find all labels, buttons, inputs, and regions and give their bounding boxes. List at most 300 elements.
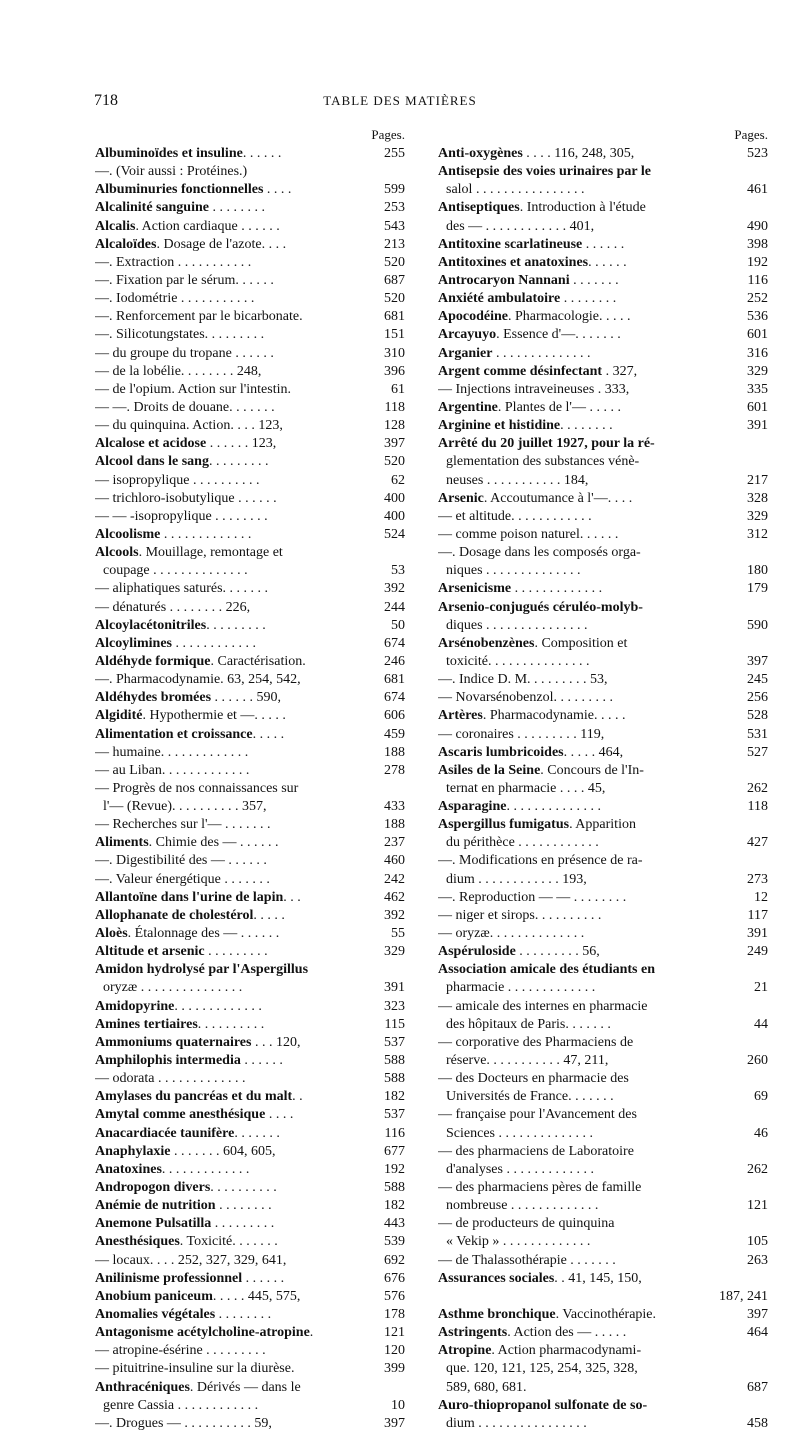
index-entry bbox=[438, 526, 768, 544]
entry-text: Anthracéniques. Dérivés — dans le bbox=[95, 1379, 301, 1395]
entry-text: —. Iodométrie . . . . . . . . . . . bbox=[95, 291, 255, 307]
entry-page: 531 bbox=[747, 726, 768, 742]
index-entry bbox=[95, 381, 405, 399]
index-entry bbox=[95, 1106, 405, 1124]
index-entry bbox=[95, 1270, 405, 1288]
pages-label: Pages. bbox=[734, 127, 768, 142]
entry-text: — des Docteurs en pharmacie des bbox=[438, 1071, 629, 1087]
entry-text: Anémie de nutrition . . . . . . . . bbox=[95, 1198, 272, 1214]
entry-text: — odorata . . . . . . . . . . . . . bbox=[95, 1071, 246, 1087]
entry-page: 676 bbox=[384, 1270, 405, 1286]
entry-page: 278 bbox=[384, 762, 405, 778]
entry-page: 681 bbox=[384, 309, 405, 325]
index-entry bbox=[438, 326, 768, 344]
entry-page: 116 bbox=[384, 1125, 405, 1141]
entry-text: Assurances sociales. . 41, 145, 150, bbox=[438, 1270, 642, 1286]
entry-text: Amphilophis intermedia . . . . . . bbox=[95, 1053, 283, 1069]
entry-page: 459 bbox=[384, 726, 405, 742]
entry-page: 392 bbox=[384, 581, 405, 597]
entry-text: — des pharmaciens de Laboratoire bbox=[438, 1143, 634, 1159]
entry-page: 12 bbox=[754, 889, 768, 905]
entry-page: 687 bbox=[384, 272, 405, 288]
index-entry bbox=[95, 707, 405, 725]
index-entry bbox=[95, 1306, 405, 1324]
entry-text: — du quinquina. Action. . . . 123, bbox=[95, 418, 283, 434]
entry-page: 391 bbox=[384, 980, 405, 996]
entry-text: — de Thalassothérapie . . . . . . . bbox=[438, 1252, 616, 1268]
index-entry bbox=[438, 218, 768, 236]
index-entry bbox=[438, 1342, 768, 1360]
index-entry bbox=[438, 453, 768, 471]
entry-text: Ammoniums quaternaires . . . 120, bbox=[95, 1034, 301, 1050]
entry-page: 237 bbox=[384, 835, 405, 851]
entry-text: — et altitude. . . . . . . . . . . . bbox=[438, 508, 592, 524]
entry-text: — corporative des Pharmaciens de bbox=[438, 1034, 634, 1050]
entry-page: 329 bbox=[747, 508, 768, 524]
entry-text: Antrocaryon Nannani . . . . . . . bbox=[438, 272, 619, 288]
entry-text: Sciences . . . . . . . . . . . . . . bbox=[446, 1125, 593, 1141]
entry-text: — Recherches sur l'— . . . . . . . bbox=[95, 817, 271, 833]
entry-page: 523 bbox=[747, 146, 768, 161]
entry-text: Antiseptiques. Introduction à l'étude bbox=[438, 200, 646, 216]
entry-page: 443 bbox=[384, 1216, 405, 1232]
entry-text: — coronaires . . . . . . . . . 119, bbox=[438, 726, 605, 742]
index-entry bbox=[95, 363, 405, 381]
entry-text: des hôpitaux de Paris. . . . . . . bbox=[446, 1016, 611, 1032]
entry-page: 192 bbox=[747, 254, 768, 270]
entry-text: d'analyses . . . . . . . . . . . . . bbox=[446, 1161, 594, 1177]
index-entry bbox=[95, 780, 405, 798]
page-number: 718 bbox=[94, 92, 118, 109]
index-entry bbox=[95, 272, 405, 290]
entry-text: — Progrès de nos connaissances sur bbox=[95, 780, 299, 796]
index-entry bbox=[438, 998, 768, 1016]
entry-page: 182 bbox=[384, 1198, 405, 1214]
entry-text: —. Indice D. M. . . . . . . . . 53, bbox=[438, 672, 608, 688]
entry-text: Antisepsie des voies urinaires par le bbox=[438, 164, 651, 180]
index-entry bbox=[95, 236, 405, 254]
entry-text: oryzæ . . . . . . . . . . . . . . . bbox=[103, 980, 243, 996]
entry-page: 260 bbox=[747, 1053, 768, 1069]
entry-page: 256 bbox=[747, 690, 768, 706]
entry-text: —. Renforcement par le bicarbonate. bbox=[95, 309, 303, 325]
index-entry bbox=[438, 943, 768, 961]
entry-page: 427 bbox=[747, 835, 768, 851]
index-entry bbox=[438, 961, 768, 979]
entry-text: — amicale des internes en pharmacie bbox=[438, 998, 648, 1014]
entry-page: 397 bbox=[384, 436, 405, 452]
entry-page: 118 bbox=[384, 399, 405, 415]
index-entry bbox=[95, 1088, 405, 1106]
entry-text: Anomalies végétales . . . . . . . . bbox=[95, 1307, 272, 1322]
index-entry bbox=[95, 290, 405, 308]
entry-text: —. Extraction . . . . . . . . . . . bbox=[95, 254, 252, 270]
entry-text: —. Modifications en présence de ra- bbox=[438, 853, 643, 869]
entry-text: — trichloro-isobutylique . . . . . . bbox=[95, 490, 277, 506]
entry-text: Allophanate de cholestérol. . . . . bbox=[95, 907, 285, 923]
index-entry bbox=[95, 580, 405, 598]
index-entry bbox=[438, 272, 768, 290]
index-entry bbox=[95, 1379, 405, 1397]
entry-text: — française pour l'Avancement des bbox=[438, 1107, 637, 1123]
entry-text: Arginine et histidine. . . . . . . . bbox=[438, 418, 613, 434]
entry-page: 44 bbox=[754, 1016, 768, 1032]
index-entry bbox=[95, 671, 405, 689]
index-entry bbox=[95, 1197, 405, 1215]
entry-page: 677 bbox=[384, 1143, 405, 1159]
index-entry bbox=[95, 1143, 405, 1161]
entry-text: dium . . . . . . . . . . . . 193, bbox=[446, 871, 587, 887]
index-entry bbox=[438, 544, 768, 562]
index-entry bbox=[438, 653, 768, 671]
index-entry bbox=[438, 1379, 768, 1397]
entry-text: —. Drogues — . . . . . . . . . . 59, bbox=[95, 1415, 272, 1431]
index-entry bbox=[438, 163, 768, 181]
index-entry bbox=[438, 1034, 768, 1052]
entry-page: 128 bbox=[384, 418, 405, 434]
entry-page: 323 bbox=[384, 998, 405, 1014]
entry-page: 400 bbox=[384, 508, 405, 524]
index-entry bbox=[438, 617, 768, 635]
index-entry bbox=[95, 1360, 405, 1378]
index-entry bbox=[95, 453, 405, 471]
index-entry bbox=[438, 490, 768, 508]
entry-page: 397 bbox=[747, 1307, 768, 1322]
entry-text: Alcoylimines . . . . . . . . . . . . bbox=[95, 635, 256, 651]
index-entry bbox=[438, 780, 768, 798]
entry-page: 53 bbox=[391, 563, 405, 579]
entry-text: — niger et sirops. . . . . . . . . . bbox=[438, 907, 602, 923]
entry-text: Arsenic. Accoutumance à l'—. . . . bbox=[438, 490, 633, 506]
entry-page: 590 bbox=[747, 617, 768, 633]
index-entry bbox=[438, 834, 768, 852]
index-entry bbox=[95, 744, 405, 762]
index-entry bbox=[438, 1306, 768, 1324]
entry-text: niques . . . . . . . . . . . . . . bbox=[446, 563, 581, 579]
index-entry bbox=[438, 979, 768, 997]
index-entry bbox=[95, 1179, 405, 1197]
entry-text: Asiles de la Seine. Concours de l'In- bbox=[438, 762, 644, 778]
index-entry bbox=[95, 435, 405, 453]
index-entry bbox=[95, 816, 405, 834]
entry-text: —. Digestibilité des — . . . . . . bbox=[95, 853, 267, 869]
index-entry bbox=[438, 1161, 768, 1179]
entry-text: Aspergillus fumigatus. Apparition bbox=[438, 817, 636, 833]
entry-text: Albuminuries fonctionnelles . . . . bbox=[95, 182, 292, 198]
index-entry bbox=[95, 218, 405, 236]
entry-text: Auro-thiopropanol sulfonate de so- bbox=[438, 1397, 648, 1413]
index-entry bbox=[95, 1342, 405, 1360]
entry-text: — locaux. . . . 252, 327, 329, 641, bbox=[95, 1252, 287, 1268]
entry-text: des — . . . . . . . . . . . . 401, bbox=[446, 218, 595, 234]
entry-page: 310 bbox=[384, 345, 405, 361]
index-entry bbox=[95, 726, 405, 744]
entry-page: 391 bbox=[747, 418, 768, 434]
index-entry bbox=[438, 1288, 768, 1306]
entry-text: Alcalinité sanguine . . . . . . . . bbox=[95, 200, 265, 216]
entry-page: 601 bbox=[747, 327, 768, 343]
entry-page: 151 bbox=[384, 327, 405, 343]
index-entry bbox=[438, 689, 768, 707]
entry-page: 245 bbox=[747, 672, 768, 688]
entry-page: 391 bbox=[747, 926, 768, 942]
entry-text: Anxiété ambulatoire . . . . . . . . bbox=[438, 291, 617, 307]
left-column bbox=[95, 125, 405, 1433]
entry-text: Association amicale des étudiants en bbox=[438, 962, 655, 978]
entry-page: 187, 241 bbox=[719, 1288, 768, 1304]
entry-page: 588 bbox=[384, 1071, 405, 1087]
entry-text: Antagonisme acétylcholine-atropine. bbox=[95, 1325, 314, 1341]
entry-page: 458 bbox=[747, 1415, 768, 1431]
index-entry bbox=[95, 1161, 405, 1179]
entry-page: 397 bbox=[384, 1415, 405, 1431]
entry-text: 589, 680, 681. bbox=[446, 1379, 527, 1395]
entry-text: Arrêté du 20 juillet 1927, pour la ré- bbox=[438, 436, 655, 452]
index-entry bbox=[438, 1179, 768, 1197]
index-entry bbox=[438, 1360, 768, 1378]
entry-page: 253 bbox=[384, 200, 405, 216]
index-entry bbox=[95, 653, 405, 671]
entry-text: Anilinisme professionnel . . . . . . bbox=[95, 1270, 285, 1286]
entry-text: —. Fixation par le sérum. . . . . . bbox=[95, 272, 274, 288]
index-entry bbox=[438, 1125, 768, 1143]
index-entry bbox=[95, 1233, 405, 1251]
entry-text: réserve. . . . . . . . . . . 47, 211, bbox=[446, 1053, 609, 1069]
index-entry bbox=[438, 1233, 768, 1251]
entry-page: 396 bbox=[384, 363, 405, 379]
entry-page: 262 bbox=[747, 780, 768, 796]
index-entry bbox=[438, 1052, 768, 1070]
index-entry bbox=[95, 399, 405, 417]
entry-text: Ascaris lumbricoides. . . . . 464, bbox=[438, 744, 624, 760]
entry-page: 460 bbox=[384, 853, 405, 869]
entry-page: 329 bbox=[384, 944, 405, 960]
entry-text: — au Liban. . . . . . . . . . . . . bbox=[95, 762, 250, 778]
entry-text: Amidon hydrolysé par l'Aspergillus bbox=[95, 962, 309, 978]
entry-text: — des pharmaciens pères de famille bbox=[438, 1180, 642, 1196]
entry-page: 335 bbox=[747, 381, 768, 397]
entry-page: 328 bbox=[747, 490, 768, 506]
index-entry bbox=[438, 798, 768, 816]
index-entry bbox=[438, 308, 768, 326]
entry-text: — de l'opium. Action sur l'intestin. bbox=[95, 381, 291, 397]
entry-text: — humaine. . . . . . . . . . . . . bbox=[95, 744, 249, 760]
index-entry bbox=[95, 254, 405, 272]
entry-text: Arcayuyo. Essence d'—. . . . . . . bbox=[438, 327, 621, 343]
index-entry bbox=[95, 345, 405, 363]
index-entry bbox=[95, 1415, 405, 1433]
entry-text: Alcools. Mouillage, remontage et bbox=[95, 545, 283, 561]
index-entry bbox=[438, 726, 768, 744]
entry-text: nombreuse . . . . . . . . . . . . . bbox=[446, 1198, 599, 1214]
entry-text: —. (Voir aussi : Protéines.) bbox=[95, 164, 248, 180]
entry-text: Alcoolisme . . . . . . . . . . . . . bbox=[95, 526, 252, 542]
index-entry bbox=[438, 1016, 768, 1034]
index-entry bbox=[438, 508, 768, 526]
entry-text: — de la lobélie. . . . . . . . 248, bbox=[95, 363, 262, 379]
entry-page: 115 bbox=[384, 1016, 405, 1032]
entry-page: 213 bbox=[384, 236, 405, 252]
index-entry bbox=[438, 381, 768, 399]
entry-text: Aliments. Chimie des — . . . . . . bbox=[95, 835, 279, 851]
entry-page: 536 bbox=[747, 309, 768, 325]
index-entry bbox=[438, 635, 768, 653]
index-entry bbox=[95, 1016, 405, 1034]
entry-text: Argent comme désinfectant . 327, bbox=[438, 363, 638, 379]
entry-text: —. Valeur énergétique . . . . . . . bbox=[95, 871, 270, 887]
entry-text: —. Silicotungstates. . . . . . . . . bbox=[95, 327, 265, 343]
entry-text: Anti-oxygènes . . . . 116, 248, 305, bbox=[438, 146, 635, 161]
entry-text: —. Pharmacodynamie. 63, 254, 542, bbox=[95, 672, 301, 688]
entry-text: Aloès. Étalonnage des — . . . . . . bbox=[95, 926, 280, 942]
entry-text: Artères. Pharmacodynamie. . . . . bbox=[438, 708, 626, 724]
index-entry bbox=[438, 871, 768, 889]
entry-text: l'— (Revue). . . . . . . . . . 357, bbox=[103, 799, 267, 815]
entry-text: pharmacie . . . . . . . . . . . . . bbox=[446, 980, 596, 996]
index-entry bbox=[438, 1070, 768, 1088]
index-entry bbox=[95, 798, 405, 816]
index-entry bbox=[438, 1270, 768, 1288]
entry-page: 105 bbox=[747, 1234, 768, 1250]
index-entry bbox=[438, 816, 768, 834]
entry-page: 433 bbox=[384, 799, 405, 815]
page-header bbox=[0, 92, 800, 112]
entry-page: 182 bbox=[384, 1089, 405, 1105]
entry-page: 398 bbox=[747, 236, 768, 252]
index-entry bbox=[95, 163, 405, 181]
running-head: TABLE DES MATIÈRES bbox=[323, 93, 477, 108]
index-entry bbox=[95, 907, 405, 925]
index-entry bbox=[95, 526, 405, 544]
entry-text: — comme poison naturel. . . . . . bbox=[438, 526, 619, 542]
entry-page: 69 bbox=[754, 1089, 768, 1105]
entry-page: 10 bbox=[391, 1397, 405, 1413]
index-entry bbox=[95, 852, 405, 870]
index-entry bbox=[95, 635, 405, 653]
index-entry bbox=[95, 599, 405, 617]
index-entry bbox=[438, 1088, 768, 1106]
index-entry bbox=[95, 1252, 405, 1270]
entry-page: 180 bbox=[747, 563, 768, 579]
entry-text: Aspéruloside . . . . . . . . . 56, bbox=[438, 944, 600, 960]
entry-text: Asthme bronchique. Vaccinothérapie. bbox=[438, 1307, 657, 1322]
entry-text: — Novarsénobenzol. . . . . . . . . bbox=[438, 690, 613, 706]
entry-text: Atropine. Action pharmacodynami- bbox=[438, 1343, 642, 1359]
index-entry bbox=[95, 979, 405, 997]
entry-text: — Injections intraveineuses . 333, bbox=[438, 381, 630, 397]
entry-text: Argentine. Plantes de l'— . . . . . bbox=[438, 399, 621, 415]
entry-text: ternat en pharmacie . . . . 45, bbox=[446, 780, 606, 796]
entry-page: 520 bbox=[384, 291, 405, 307]
index-entry bbox=[95, 1052, 405, 1070]
index-entry bbox=[95, 1125, 405, 1143]
index-entry bbox=[95, 181, 405, 199]
index-entry bbox=[95, 1288, 405, 1306]
entry-page: 329 bbox=[747, 363, 768, 379]
entry-page: 246 bbox=[384, 653, 405, 669]
right-column bbox=[438, 125, 768, 1433]
entry-text: Amines tertiaires. . . . . . . . . . bbox=[95, 1016, 265, 1032]
entry-text: salol . . . . . . . . . . . . . . . . bbox=[446, 182, 585, 198]
entry-page: 674 bbox=[384, 690, 405, 706]
entry-page: 461 bbox=[747, 182, 768, 198]
entry-text: —. Reproduction — — . . . . . . . . bbox=[438, 889, 627, 905]
entry-text: Amylases du pancréas et du malt. . bbox=[95, 1089, 303, 1105]
index-entry bbox=[95, 1070, 405, 1088]
index-entry bbox=[95, 1034, 405, 1052]
entry-page: 400 bbox=[384, 490, 405, 506]
entry-text: Anobium paniceum. . . . . 445, 575, bbox=[95, 1288, 301, 1304]
entry-page: 61 bbox=[391, 381, 405, 397]
index-entry bbox=[438, 580, 768, 598]
entry-text: Anemone Pulsatilla . . . . . . . . . bbox=[95, 1216, 275, 1232]
index-entry bbox=[438, 562, 768, 580]
entry-page: 397 bbox=[747, 653, 768, 669]
index-entry bbox=[438, 707, 768, 725]
index-entry bbox=[438, 1397, 768, 1415]
entry-text: que. 120, 121, 125, 254, 325, 328, bbox=[446, 1361, 638, 1377]
entry-page: 392 bbox=[384, 907, 405, 923]
entry-page: 606 bbox=[384, 708, 405, 724]
entry-text: du périthèce . . . . . . . . . . . . bbox=[446, 835, 599, 851]
entry-page: 462 bbox=[384, 889, 405, 905]
index-entry bbox=[95, 889, 405, 907]
entry-page: 242 bbox=[384, 871, 405, 887]
entry-text: toxicité. . . . . . . . . . . . . . . bbox=[446, 653, 590, 669]
entry-page: 588 bbox=[384, 1053, 405, 1069]
index-entry bbox=[438, 363, 768, 381]
entry-page: 21 bbox=[754, 980, 768, 996]
index-entry bbox=[95, 326, 405, 344]
index-entry bbox=[438, 1215, 768, 1233]
entry-page: 599 bbox=[384, 182, 405, 198]
entry-text: genre Cassia . . . . . . . . . . . . bbox=[103, 1397, 259, 1413]
entry-page: 528 bbox=[747, 708, 768, 724]
index-entry bbox=[95, 925, 405, 943]
entry-page: 116 bbox=[747, 272, 768, 288]
index-entry bbox=[438, 399, 768, 417]
entry-text: Alcaloïdes. Dosage de l'azote. . . . bbox=[95, 236, 287, 252]
entry-page: 576 bbox=[384, 1288, 405, 1304]
entry-page: 399 bbox=[384, 1361, 405, 1377]
entry-text: Antitoxines et anatoxines. . . . . . bbox=[438, 254, 627, 270]
index-entry bbox=[95, 145, 405, 163]
index-entry bbox=[95, 998, 405, 1016]
index-entry bbox=[438, 889, 768, 907]
entry-page: 312 bbox=[747, 526, 768, 542]
index-entry bbox=[438, 852, 768, 870]
index-entry bbox=[95, 562, 405, 580]
index-entry bbox=[438, 199, 768, 217]
entry-text: Alcoylacétonitriles. . . . . . . . . bbox=[95, 617, 266, 633]
index-entry bbox=[438, 1415, 768, 1433]
index-entry bbox=[438, 1324, 768, 1342]
entry-text: Apocodéine. Pharmacologie. . . . . bbox=[438, 309, 631, 325]
index-entry bbox=[438, 925, 768, 943]
index-entry bbox=[438, 1197, 768, 1215]
entry-page: 192 bbox=[384, 1161, 405, 1177]
entry-text: Aldéhyde formique. Caractérisation. bbox=[95, 653, 306, 669]
entry-text: — de producteurs de quinquina bbox=[438, 1216, 615, 1232]
index-entry bbox=[438, 181, 768, 199]
entry-text: — oryzæ. . . . . . . . . . . . . . bbox=[438, 926, 585, 942]
index-entry bbox=[95, 472, 405, 490]
entry-text: Arsenicisme . . . . . . . . . . . . . bbox=[438, 581, 603, 597]
entry-page: 62 bbox=[391, 472, 405, 488]
entry-page: 117 bbox=[747, 907, 768, 923]
entry-page: 490 bbox=[747, 218, 768, 234]
index-entry bbox=[438, 744, 768, 762]
